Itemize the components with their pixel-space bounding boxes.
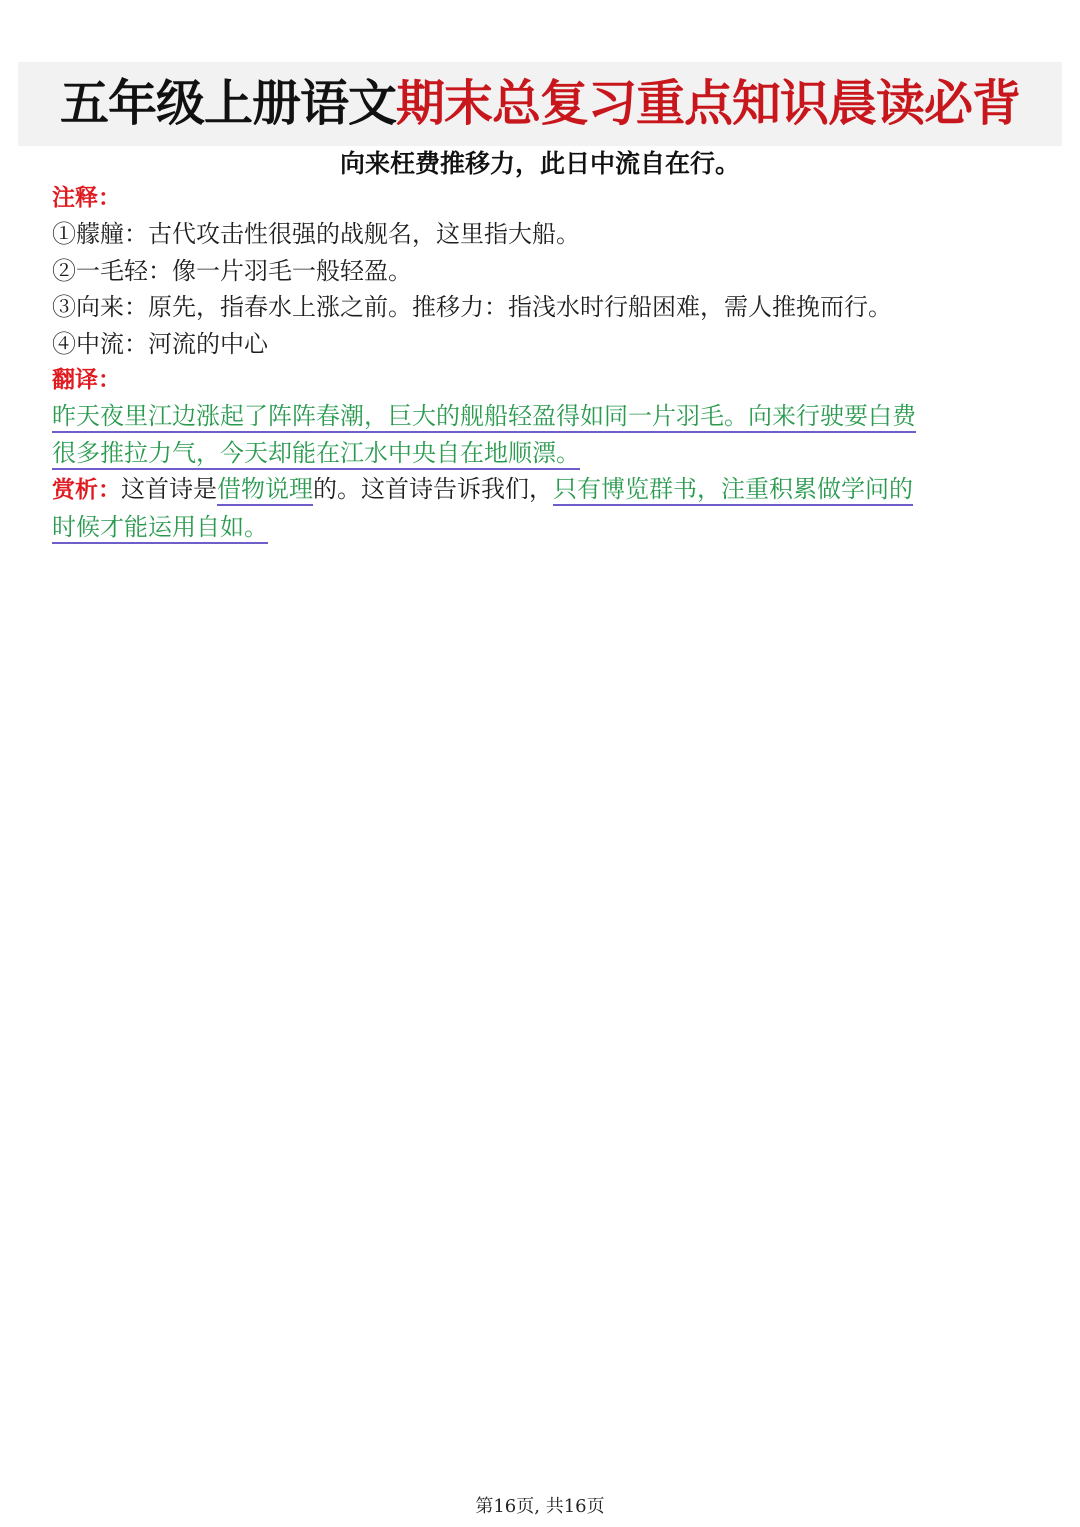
appreciation-heading: 赏析： — [52, 476, 121, 504]
note-item-4: ④中流：河流的中心 — [52, 329, 268, 358]
appreciation-line-1 — [52, 471, 1042, 508]
translation-text-1: 昨天夜里江边涨起了阵阵春潮，巨大的舰船轻盈得如同一片羽毛。向来行驶要白费 — [52, 402, 916, 433]
appreciation-text-b: 的。这首诗告诉我们， — [313, 475, 553, 504]
note-item-1: ①艨艟：古代攻击性很强的战舰名，这里指大船。 — [52, 220, 580, 249]
appreciation-text-a: 这首诗是 — [121, 475, 217, 504]
appreciation-highlight-b-2: 时候才能运用自如。 — [52, 513, 268, 544]
page-title — [0, 68, 1080, 138]
translation-line-1 — [52, 398, 1042, 434]
appreciation-highlight-a: 借物说理 — [217, 475, 313, 506]
appreciation-line-2 — [52, 509, 1042, 545]
appreciation-highlight-b-1: 只有博览群书，注重积累做学问的 — [553, 475, 913, 506]
translation-line-2 — [52, 435, 1042, 471]
notes-heading: 注释： — [52, 184, 121, 211]
poem-line-subtitle: 向来枉费推移力，此日中流自在行。 — [339, 149, 740, 178]
translation-heading: 翻译： — [52, 366, 121, 394]
title-red-part: 期末总复习重点知识晨读必背 — [396, 74, 1021, 132]
note-item-3: ③向来：原先，指春水上涨之前。推移力：指浅水时行船困难，需人推挽而行。 — [52, 293, 892, 322]
title-black-part: 五年级上册语文 — [59, 74, 396, 132]
content-body — [52, 180, 1042, 545]
note-item-2: ②一毛轻：像一片羽毛一般轻盈。 — [52, 256, 412, 285]
translation-text-2: 很多推拉力气，今天却能在江水中央自在地顺漂。 — [52, 439, 580, 470]
page-footer: 第16页, 共16页 — [475, 1496, 605, 1517]
